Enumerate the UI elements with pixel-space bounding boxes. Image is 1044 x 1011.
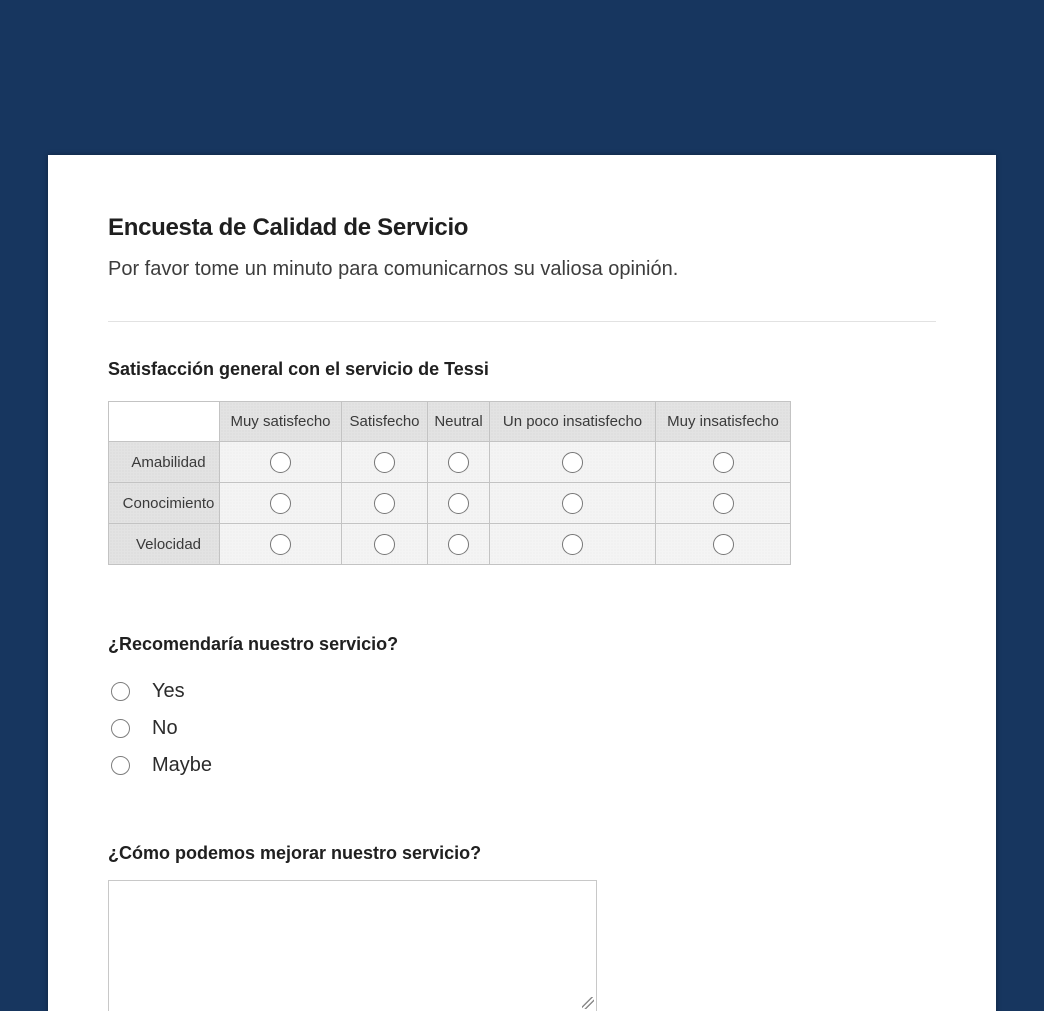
radio-button-icon[interactable] <box>713 452 734 473</box>
matrix-column-header: Neutral <box>428 402 490 442</box>
radio-button-icon[interactable] <box>448 534 469 555</box>
matrix-cell[interactable] <box>656 442 791 483</box>
matrix-cell[interactable] <box>490 524 656 565</box>
matrix-cell[interactable] <box>490 483 656 524</box>
radio-button-icon[interactable] <box>562 534 583 555</box>
matrix-row <box>109 483 791 524</box>
radio-option-yes[interactable] <box>108 673 936 710</box>
radio-option-maybe[interactable] <box>108 747 936 784</box>
matrix-column-header: Un poco insatisfecho <box>490 402 656 442</box>
improve-question-label: ¿Cómo podemos mejorar nuestro servicio? <box>108 842 482 863</box>
radio-button-icon[interactable] <box>374 534 395 555</box>
matrix-row-label: Amabilidad <box>109 442 220 483</box>
option-label[interactable]: Yes <box>152 679 185 702</box>
radio-button-icon[interactable] <box>713 534 734 555</box>
matrix-cell[interactable] <box>220 483 342 524</box>
matrix-cell[interactable] <box>342 483 428 524</box>
matrix-question-label: Satisfacción general con el servicio de Tessi <box>108 359 489 379</box>
form-title: Encuesta de Calidad de Servicio <box>108 214 469 241</box>
radio-button-icon[interactable] <box>713 493 734 514</box>
matrix-cell[interactable] <box>428 483 490 524</box>
recommend-question-label: ¿Recomendaría nuestro servicio? <box>108 634 399 655</box>
improve-textarea[interactable] <box>108 880 597 1011</box>
question-matrix <box>108 358 936 565</box>
radio-button-icon[interactable] <box>270 534 291 555</box>
option-label[interactable]: No <box>152 716 178 739</box>
matrix-row <box>109 524 791 565</box>
radio-button-icon[interactable] <box>111 719 130 738</box>
matrix-cell[interactable] <box>220 524 342 565</box>
matrix-row-label: Conocimiento <box>109 483 220 524</box>
radio-option-no[interactable] <box>108 710 936 747</box>
matrix-header-row <box>109 402 791 442</box>
radio-button-icon[interactable] <box>111 756 130 775</box>
form-content <box>48 213 996 1011</box>
matrix-cell[interactable] <box>342 524 428 565</box>
radio-button-icon[interactable] <box>270 493 291 514</box>
radio-button-icon[interactable] <box>111 682 130 701</box>
option-label[interactable]: Maybe <box>152 753 213 776</box>
radio-button-icon[interactable] <box>448 493 469 514</box>
recommend-options <box>108 673 936 784</box>
matrix-row <box>109 442 791 483</box>
question-improve <box>108 842 936 1011</box>
radio-button-icon[interactable] <box>448 452 469 473</box>
matrix-cell[interactable] <box>342 442 428 483</box>
matrix-cell[interactable] <box>656 483 791 524</box>
radio-button-icon[interactable] <box>374 452 395 473</box>
radio-button-icon[interactable] <box>374 493 395 514</box>
matrix-column-header: Muy satisfecho <box>220 402 342 442</box>
matrix-column-header: Satisfecho <box>342 402 428 442</box>
matrix-cell[interactable] <box>490 442 656 483</box>
matrix-column-header: Muy insatisfecho <box>656 402 791 442</box>
radio-button-icon[interactable] <box>562 452 583 473</box>
matrix-cell[interactable] <box>656 524 791 565</box>
matrix-cell[interactable] <box>428 442 490 483</box>
improve-textarea-wrap <box>108 880 597 1011</box>
radio-button-icon[interactable] <box>270 452 291 473</box>
matrix-cell[interactable] <box>220 442 342 483</box>
matrix-table <box>108 401 791 565</box>
matrix-corner-cell <box>109 402 220 442</box>
divider <box>108 321 936 322</box>
radio-button-icon[interactable] <box>562 493 583 514</box>
question-recommend <box>108 633 936 783</box>
form-subtitle: Por favor tome un minuto para comunicarnos su valiosa opinión. <box>108 258 679 280</box>
form-card <box>48 155 996 1011</box>
matrix-row-label: Velocidad <box>109 524 220 565</box>
matrix-cell[interactable] <box>428 524 490 565</box>
